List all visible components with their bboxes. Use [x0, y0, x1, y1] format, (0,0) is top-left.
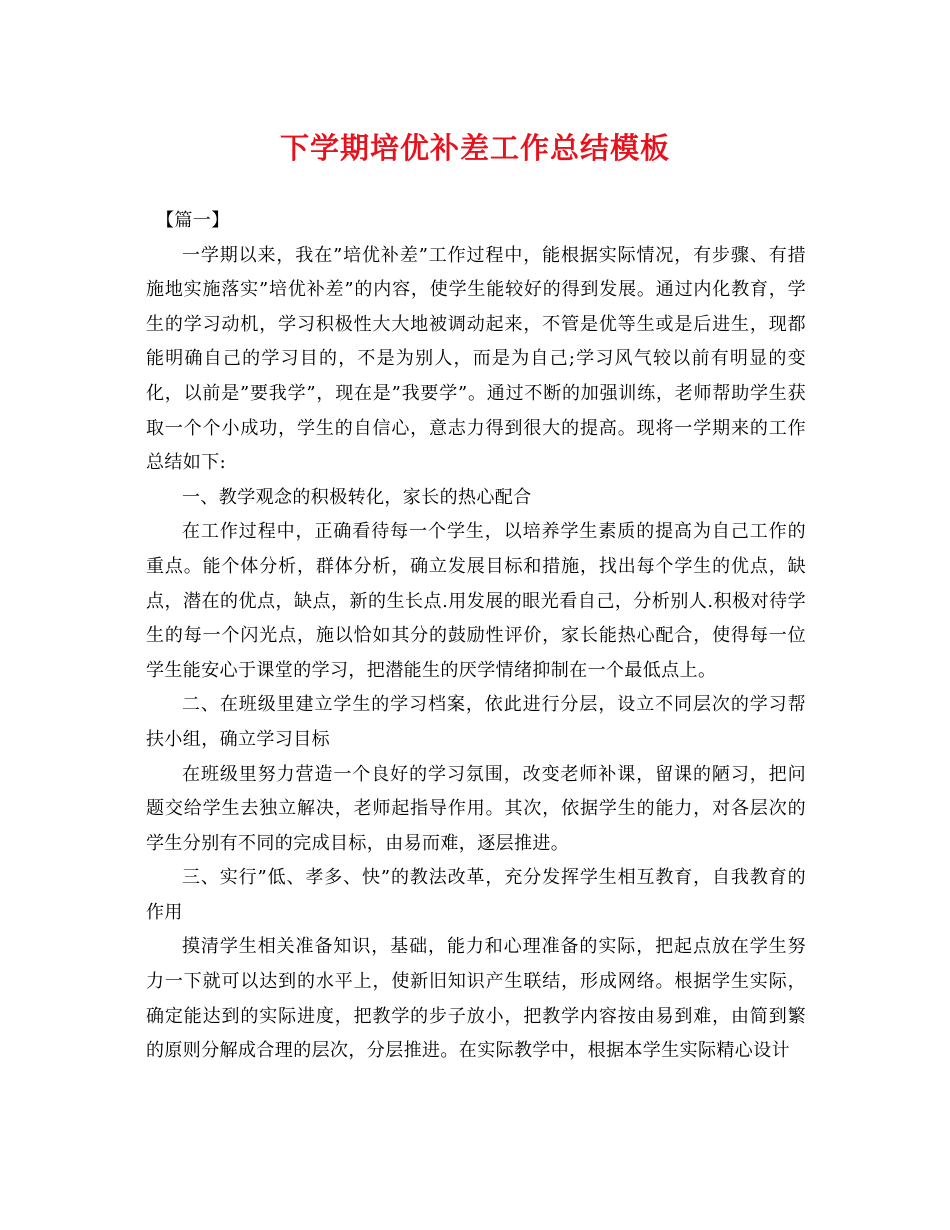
paragraph-three: 摸清学生相关准备知识，基础，能力和心理准备的实际，把起点放在学生努力一下就可以达到的水平上，使新旧知识产生联结，形成网络。根据学生实际，确定能达到的实际进度，把教学的步子放小，把教学内容按由易到难，由简到繁的原则分解成合理的层次，分层推进。在实际教学中，根据本学生实际精心设计	[146, 936, 806, 1062]
heading-three: 三、实行”低、孝多、快”的教法改革，充分发挥学生相互教育，自我教育的作用	[146, 867, 806, 923]
paragraph-intro: 一学期以来，我在”培优补差”工作过程中，能根据实际情况，有步骤、有措施地实施落实”培优补差”的内容，使学生能较好的得到发展。通过内化教育，学生的学习动机，学习积极性大大地被调动起来，不管是优等生或是后进生，现都能明确自己的学习目的，不是为别人，而是为自己;学习风气较以前有明显的变化，以前是”要我学”，现在是”我要学”。通过不断的加强训练，老师帮助学生获取一个个小成功，学生的自信心，意志力得到很大的提高。现将一学期来的工作总结如下:	[146, 244, 806, 474]
section-label: 【篇一】	[156, 210, 230, 231]
paragraph-one: 在工作过程中，正确看待每一个学生，以培养学生素质的提高为自己工作的重点。能个体分析，群体分析，确立发展目标和措施，找出每个学生的优点，缺点，潜在的优点，缺点，新的生长点.用发展的眼光看自己，分析别人.积极对待学生的每一个闪光点，施以恰如其分的鼓励性评价，家长能热心配合，使得每一位学生能安心于课堂的学习，把潜能生的厌学情绪抑制在一个最低点上。	[146, 521, 806, 681]
heading-one: 一、教学观念的积极转化，家长的热心配合	[182, 486, 532, 508]
document-title: 下学期培优补差工作总结模板	[279, 131, 670, 165]
document-body	[146, 204, 806, 1069]
paragraph-two: 在班级里努力营造一个良好的学习氛围，改变老师补课，留课的陋习，把问题交给学生去独立解决，老师起指导作用。其次，依据学生的能力，对各层次的学生分别有不同的完成目标，由易而难，逐层推进。	[146, 763, 806, 854]
heading-two: 二、在班级里建立学生的学习档案，依此进行分层，设立不同层次的学习帮扶小组，确立学习目标	[146, 694, 806, 750]
